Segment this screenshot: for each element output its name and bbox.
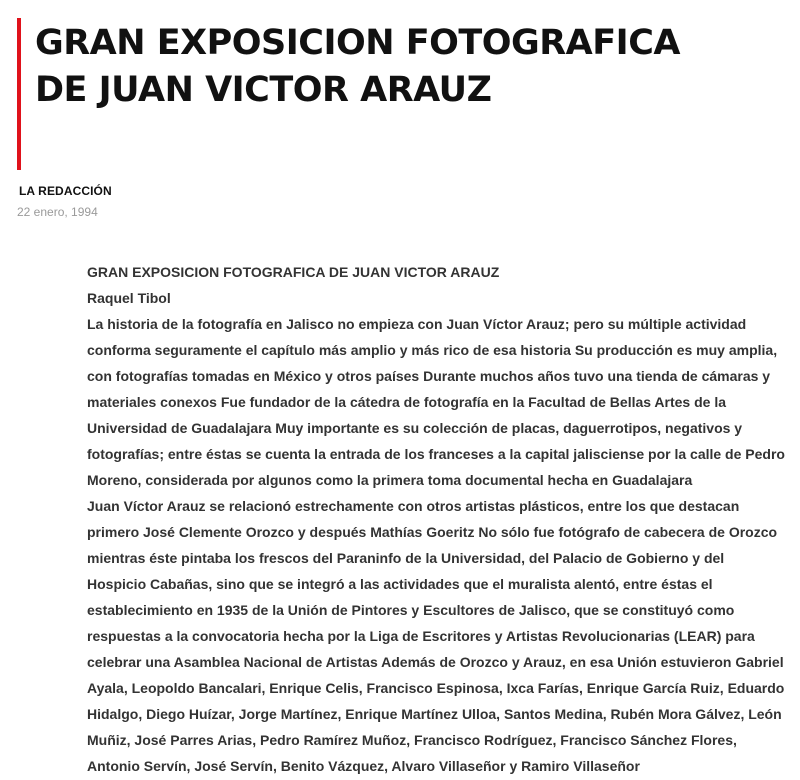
- page-title: GRAN EXPOSICION FOTOGRAFICA DE JUAN VICTOR ARAUZ: [35, 23, 680, 110]
- article-byline: Raquel Tibol: [87, 290, 171, 306]
- author-link[interactable]: LA REDACCIÓN: [19, 184, 112, 198]
- publish-date: 22 enero, 1994: [17, 205, 98, 219]
- title-block: [17, 18, 717, 170]
- article-heading: GRAN EXPOSICION FOTOGRAFICA DE JUAN VICTOR ARAUZ: [87, 264, 500, 280]
- article-paragraph: Juan Víctor Arauz se relacionó estrechamente con otros artistas plásticos, entre los que destacan primero José Clemente Orozco y después Mathías Goeritz No sólo fue fotógrafo de cabecera de Orozco mientras éste pintaba los frescos del Paraninfo de la Universidad, del Palacio de Gobierno y del Hospicio Cabañas, sino que se integró a las actividades que el muralista alentó, entre éstas el establecimiento en 1935 de la Unión de Pintores y Escultores de Jalisco, que se constituyó como respuestas a la convocatoria hecha por la Liga de Escritores y Artistas Revolucionarias (LEAR) para celebrar una Asamblea Nacional de Artistas Además de Orozco y Arauz, en esa Unión estuvieron Gabriel Ayala, Leopoldo Bancalari, Enrique Celis, Francisco Espinosa, Ixca Farías, Enrique García Ruiz, Eduardo Hidalgo, Diego Huízar, Jorge Martínez, Enrique Martínez Ulloa, Santos Medina, Rubén Mora Gálvez, León Muñiz, José Parres Arias, Pedro Ramírez Muñoz, Francisco Rodríguez, Francisco Sánchez Flores, Antonio Servín, José Servín, Benito Vázquez, Alvaro Villaseñor y Ramiro Villaseñor: [87, 498, 785, 774]
- article-body: [87, 259, 787, 779]
- article-paragraph: La historia de la fotografía en Jalisco no empieza con Juan Víctor Arauz; pero su múltiple actividad conforma seguramente el capítulo más amplio y más rico de esa historia Su producción es muy amplia, con fotografías tomadas en México y otros países Durante muchos años tuvo una tienda de cámaras y materiales conexos Fue fundador de la cátedra de fotografía en la Facultad de Bellas Artes de la Universidad de Guadalajara Muy importante es su colección de placas, daguerrotipos, negativos y fotografías; entre éstas se cuenta la entrada de los franceses a la capital jalisciense por la calle de Pedro Moreno, considerada por algunos como la primera toma documental hecha en Guadalajara: [87, 316, 785, 488]
